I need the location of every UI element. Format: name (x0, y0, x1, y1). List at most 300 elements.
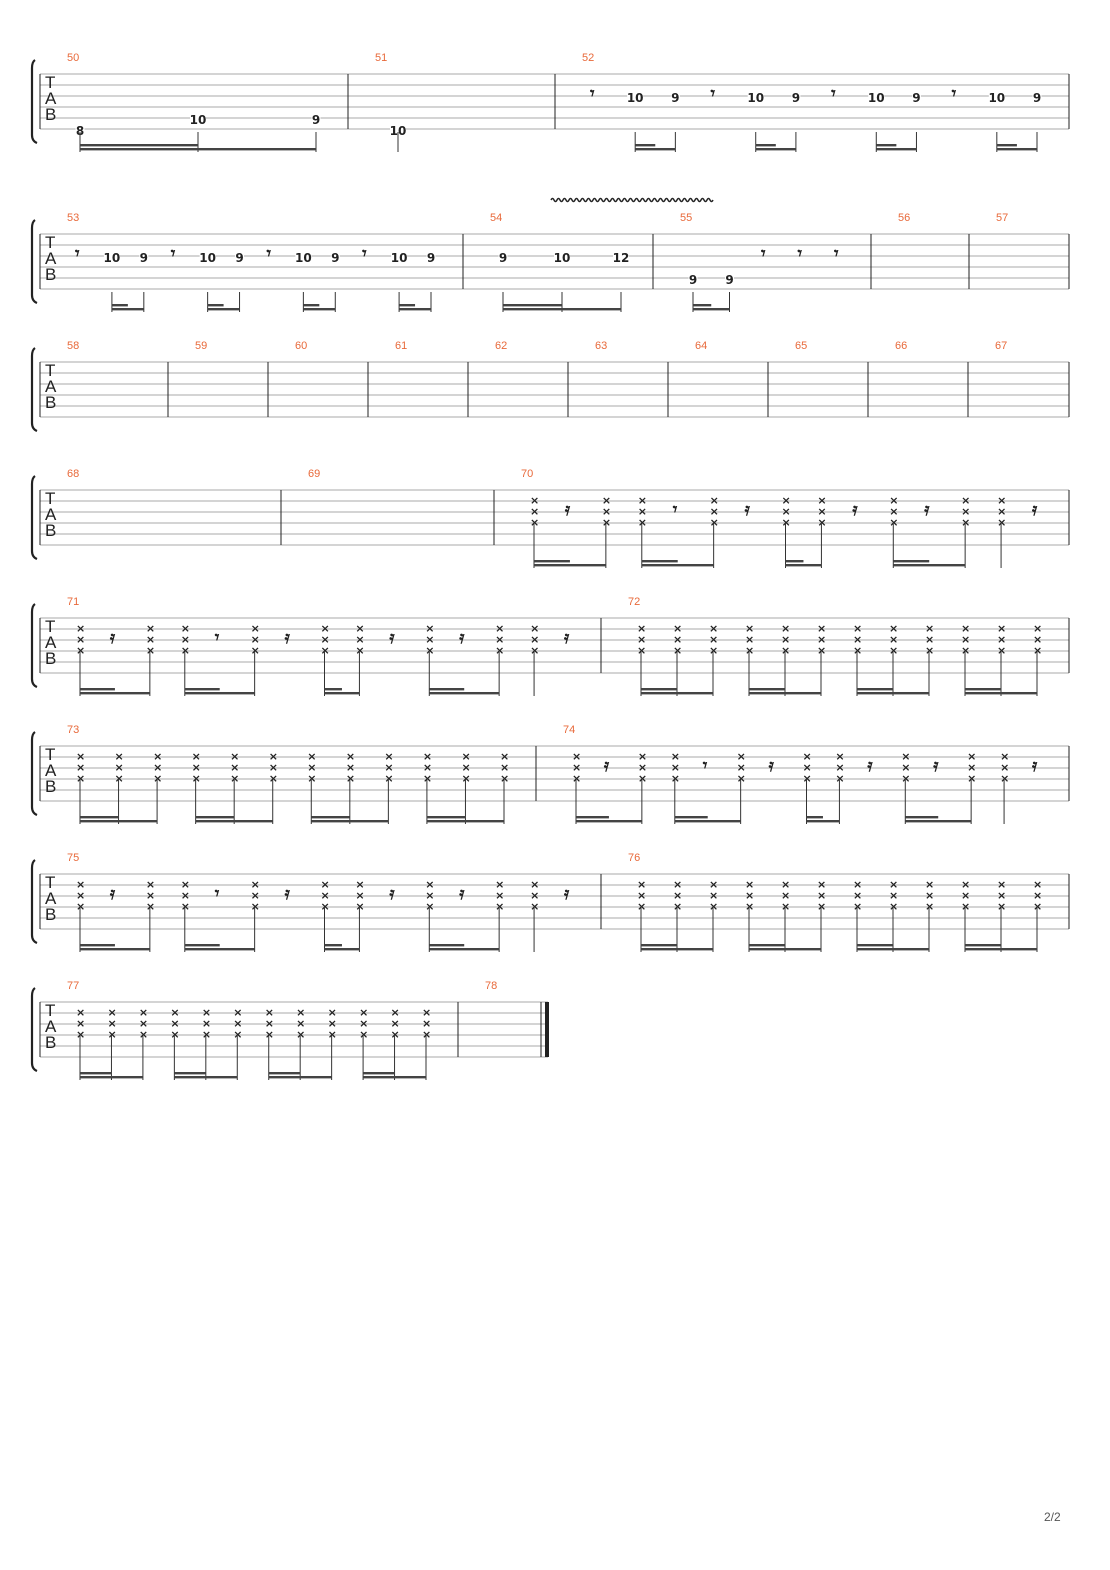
dead-note: × (250, 889, 260, 902)
dead-note: × (296, 1006, 306, 1019)
beam (756, 144, 776, 146)
measure-number: 53 (67, 212, 80, 224)
tab-clef-letter: T (45, 745, 56, 764)
rest-eighth: 𝄾 (672, 500, 678, 520)
rest-eighth: 𝄾 (266, 244, 271, 264)
dead-note: × (673, 900, 683, 913)
beam (965, 948, 1037, 950)
beam (208, 304, 224, 306)
beam (174, 1076, 237, 1078)
dead-note: × (530, 505, 540, 518)
dead-note: × (817, 889, 827, 902)
dead-note: × (889, 494, 899, 507)
dead-note: × (250, 900, 260, 913)
dead-note: × (781, 505, 791, 518)
measure-number: 51 (375, 52, 388, 64)
measure-number: 60 (295, 340, 308, 352)
dead-note: × (670, 772, 681, 785)
dead-note: × (422, 1017, 432, 1030)
beam (965, 692, 1037, 694)
dead-note: × (817, 633, 827, 646)
measure-number: 58 (67, 340, 80, 352)
measure-number: 64 (695, 340, 708, 352)
dead-note: × (268, 761, 278, 774)
tab-clef-letter: B (45, 393, 57, 412)
fret-number: 10 (747, 91, 765, 105)
dead-note: × (961, 644, 971, 657)
beam (997, 148, 1037, 150)
beam (786, 564, 822, 566)
rest-sixteenth: 𝄿 (109, 884, 116, 904)
dead-note: × (967, 750, 977, 763)
tab-clef-letter: B (45, 265, 57, 284)
dead-note: × (781, 878, 791, 891)
dead-note: × (390, 1028, 400, 1041)
dead-note: × (107, 1017, 117, 1030)
tab-clef-letter: A (45, 377, 57, 396)
dead-note: × (709, 516, 719, 529)
dead-note: × (359, 1006, 369, 1019)
beam (429, 948, 499, 950)
tab-clef-letter: B (45, 649, 57, 668)
dead-note: × (637, 516, 648, 529)
dead-note: × (961, 633, 971, 646)
dead-note: × (250, 878, 260, 891)
dead-note: × (76, 878, 86, 891)
dead-note: × (637, 622, 647, 635)
beam (749, 692, 821, 694)
rest-eighth: 𝄾 (214, 628, 220, 648)
tab-clef-letter: B (45, 521, 57, 540)
measure-number: 75 (67, 852, 80, 864)
fret-number: 10 (553, 251, 571, 265)
dead-note: × (107, 1028, 117, 1041)
beam (208, 308, 240, 310)
dead-note: × (530, 900, 540, 913)
beam (311, 820, 388, 822)
dead-note: × (817, 878, 827, 891)
beam (675, 816, 708, 818)
rest-eighth: 𝄾 (834, 244, 839, 264)
beam (641, 948, 713, 950)
fret-number: 10 (867, 91, 885, 105)
dead-note: × (853, 644, 863, 657)
dead-note: × (802, 750, 812, 763)
dead-note: × (320, 644, 330, 657)
beam (807, 820, 840, 822)
rest-eighth: 𝄾 (214, 884, 220, 904)
dead-note: × (145, 644, 156, 657)
dead-note: × (781, 622, 791, 635)
dead-note: × (601, 516, 612, 529)
dead-note: × (901, 761, 911, 774)
beam (749, 688, 785, 690)
fret-number: 9 (671, 91, 680, 105)
dead-note: × (138, 1017, 149, 1030)
rest-eighth: 𝄾 (75, 244, 80, 264)
dead-note: × (835, 750, 845, 763)
system-bracket (32, 860, 37, 943)
beam (80, 692, 150, 694)
beam (429, 944, 464, 946)
tab-clef-letter: T (45, 361, 56, 380)
beam (399, 308, 431, 310)
dead-note: × (345, 750, 356, 763)
beam (80, 1072, 111, 1074)
beam (325, 944, 342, 946)
dead-note: × (495, 644, 505, 657)
tab-clef-letter: A (45, 889, 57, 908)
beam (893, 564, 965, 566)
dead-note: × (114, 761, 124, 774)
dead-note: × (637, 900, 647, 913)
beam (641, 688, 677, 690)
beam (363, 1072, 394, 1074)
dead-note: × (1000, 761, 1010, 774)
dead-note: × (736, 761, 746, 774)
dead-note: × (170, 1017, 180, 1030)
rest-sixteenth: 𝄿 (603, 756, 610, 776)
dead-note: × (997, 516, 1007, 529)
measure-number: 74 (563, 724, 576, 736)
dead-note: × (320, 889, 330, 902)
dead-note: × (637, 761, 648, 774)
dead-note: × (180, 633, 191, 646)
dead-note: × (745, 900, 755, 913)
beam (905, 816, 938, 818)
dead-note: × (268, 750, 278, 763)
fret-number: 10 (189, 113, 207, 127)
dead-note: × (835, 761, 845, 774)
dead-note: × (230, 750, 240, 763)
dead-note: × (889, 889, 899, 902)
dead-note: × (853, 633, 863, 646)
dead-note: × (76, 900, 86, 913)
dead-note: × (461, 761, 471, 774)
dead-note: × (114, 772, 124, 785)
dead-note: × (191, 750, 201, 763)
beam (196, 816, 235, 818)
measure-number: 63 (595, 340, 608, 352)
dead-note: × (76, 772, 86, 785)
dead-note: × (889, 633, 899, 646)
dead-note: × (76, 622, 86, 635)
dead-note: × (138, 1028, 149, 1041)
dead-note: × (153, 772, 163, 785)
dead-note: × (736, 772, 746, 785)
dead-note: × (961, 900, 971, 913)
beam (635, 144, 655, 146)
dead-note: × (359, 1028, 369, 1041)
dead-note: × (327, 1006, 337, 1019)
dead-note: × (961, 494, 971, 507)
dead-note: × (264, 1028, 274, 1041)
dead-note: × (961, 889, 971, 902)
dead-note: × (233, 1028, 243, 1041)
fret-number: 9 (426, 251, 436, 265)
beam (893, 560, 929, 562)
rest-sixteenth: 𝄿 (852, 500, 858, 520)
dead-note: × (637, 878, 647, 891)
dead-note: × (76, 633, 86, 646)
dead-note: × (817, 494, 827, 507)
dead-note: × (802, 761, 812, 774)
beam (641, 944, 677, 946)
fret-number: 9 (688, 273, 698, 287)
dead-note: × (500, 761, 510, 774)
dead-note: × (889, 878, 899, 891)
dead-note: × (670, 761, 681, 774)
tab-clef-letter: T (45, 617, 56, 636)
dead-note: × (889, 622, 899, 635)
dead-note: × (425, 644, 435, 657)
dead-note: × (709, 633, 719, 646)
dead-note: × (925, 633, 935, 646)
dead-note: × (889, 644, 899, 657)
beam (876, 144, 896, 146)
dead-note: × (201, 1017, 212, 1030)
dead-note: × (425, 878, 435, 891)
dead-note: × (191, 761, 201, 774)
vibrato-mark (551, 199, 713, 202)
beam (965, 688, 1001, 690)
dead-note: × (901, 772, 911, 785)
beam (185, 692, 255, 694)
dead-note: × (145, 900, 156, 913)
dead-note: × (320, 878, 330, 891)
beam (80, 948, 150, 950)
beam (576, 820, 642, 822)
dead-note: × (637, 772, 648, 785)
measure-number: 56 (898, 212, 911, 224)
fret-number: 10 (626, 91, 644, 105)
dead-note: × (817, 516, 827, 529)
beam (303, 304, 319, 306)
rest-eighth: 𝄾 (710, 84, 716, 104)
rest-sixteenth: 𝄿 (109, 628, 116, 648)
measure-number: 57 (996, 212, 1009, 224)
measure-number: 66 (895, 340, 908, 352)
dead-note: × (745, 633, 755, 646)
tab-clef-letter: T (45, 873, 56, 892)
measure-number: 76 (628, 852, 641, 864)
dead-note: × (390, 1017, 400, 1030)
rest-sixteenth: 𝄿 (564, 628, 570, 648)
beam (311, 816, 350, 818)
dead-note: × (145, 878, 156, 891)
dead-note: × (817, 644, 827, 657)
dead-note: × (355, 622, 365, 635)
dead-note: × (925, 644, 935, 657)
fret-number: 10 (988, 91, 1006, 105)
dead-note: × (637, 494, 648, 507)
tab-clef-letter: A (45, 1017, 57, 1036)
beam (807, 816, 823, 818)
measure-number: 55 (680, 212, 693, 224)
rest-sixteenth: 𝄿 (284, 628, 290, 648)
dead-note: × (107, 1006, 117, 1019)
dead-note: × (307, 761, 317, 774)
beam (112, 304, 128, 306)
fret-number: 10 (103, 251, 121, 265)
beam (756, 148, 796, 150)
measure-number: 73 (67, 724, 80, 736)
beam (997, 144, 1017, 146)
fret-number: 9 (725, 273, 734, 287)
dead-note: × (781, 889, 791, 902)
beam (269, 1072, 300, 1074)
dead-note: × (572, 761, 582, 774)
beam (427, 820, 504, 822)
dead-note: × (201, 1028, 212, 1041)
beam (905, 820, 971, 822)
dead-note: × (264, 1006, 274, 1019)
measure-number: 68 (67, 468, 80, 480)
dead-note: × (925, 878, 935, 891)
dead-note: × (997, 633, 1007, 646)
beam (642, 564, 714, 566)
dead-note: × (153, 750, 163, 763)
beam (269, 1076, 332, 1078)
dead-note: × (530, 633, 540, 646)
beam (786, 560, 804, 562)
rest-sixteenth: 𝄿 (744, 500, 750, 520)
dead-note: × (967, 772, 977, 785)
dead-note: × (530, 622, 540, 635)
dead-note: × (461, 772, 471, 785)
dead-note: × (709, 644, 719, 657)
beam (80, 688, 115, 690)
beam (196, 820, 273, 822)
dead-note: × (422, 1028, 432, 1041)
system-bracket (32, 476, 37, 559)
rest-sixteenth: 𝄿 (564, 500, 571, 520)
rest-eighth: 𝄾 (797, 244, 803, 264)
beam (429, 692, 499, 694)
tab-clef-letter: A (45, 761, 57, 780)
dead-note: × (997, 889, 1007, 902)
dead-note: × (264, 1017, 274, 1030)
dead-note: × (268, 772, 278, 785)
system-bracket (32, 60, 37, 143)
measure-number: 72 (628, 596, 641, 608)
dead-note: × (233, 1017, 243, 1030)
dead-note: × (327, 1017, 337, 1030)
rest-sixteenth: 𝄿 (924, 500, 930, 520)
beam (693, 304, 711, 306)
dead-note: × (191, 772, 201, 785)
dead-note: × (853, 622, 863, 635)
beam (112, 308, 144, 310)
beam (641, 692, 713, 694)
dead-note: × (572, 750, 582, 763)
dead-note: × (853, 900, 863, 913)
dead-note: × (170, 1028, 180, 1041)
dead-note: × (1033, 889, 1043, 902)
beam (534, 560, 570, 562)
dead-note: × (425, 622, 435, 635)
measure-number: 77 (67, 980, 80, 992)
dead-note: × (180, 644, 191, 657)
dead-note: × (997, 878, 1007, 891)
tab-clef-letter: A (45, 633, 57, 652)
dead-note: × (853, 889, 863, 902)
dead-note: × (296, 1028, 306, 1041)
dead-note: × (145, 889, 156, 902)
dead-note: × (327, 1028, 337, 1041)
rest-eighth: 𝄾 (831, 84, 836, 104)
dead-note: × (422, 750, 433, 763)
dead-note: × (781, 900, 791, 913)
measure-number: 50 (67, 52, 80, 64)
dead-note: × (390, 1006, 400, 1019)
dead-note: × (530, 644, 540, 657)
beam (857, 948, 929, 950)
dead-note: × (781, 644, 791, 657)
beam (749, 944, 785, 946)
dead-note: × (835, 772, 845, 785)
dead-note: × (1033, 622, 1043, 635)
rest-sixteenth: 𝄿 (768, 756, 774, 776)
dead-note: × (233, 1006, 243, 1019)
beam (429, 688, 464, 690)
dead-note: × (180, 889, 191, 902)
dead-note: × (76, 1017, 86, 1030)
dead-note: × (997, 494, 1007, 507)
tab-clef-letter: T (45, 233, 56, 252)
rest-eighth: 𝄾 (590, 84, 595, 104)
measure-number: 52 (582, 52, 595, 64)
dead-note: × (250, 622, 260, 635)
dead-note: × (250, 633, 260, 646)
fret-number: 10 (199, 251, 216, 265)
fret-number: 12 (612, 251, 630, 265)
dead-note: × (425, 633, 435, 646)
rest-sixteenth: 𝄿 (933, 756, 939, 776)
beam (642, 560, 678, 562)
beam (399, 304, 415, 306)
tab-clef-letter: B (45, 105, 57, 124)
rest-sixteenth: 𝄿 (389, 884, 395, 904)
dead-note: × (817, 622, 827, 635)
dead-note: × (1033, 644, 1043, 657)
dead-note: × (997, 900, 1007, 913)
dead-note: × (425, 900, 435, 913)
dead-note: × (230, 772, 240, 785)
tab-clef-letter: T (45, 73, 56, 92)
dead-note: × (709, 494, 719, 507)
dead-note: × (802, 772, 812, 785)
dead-note: × (997, 622, 1007, 635)
dead-note: × (745, 644, 755, 657)
dead-note: × (572, 772, 582, 785)
tab-clef-letter: A (45, 89, 57, 108)
beam (503, 308, 621, 310)
beam (749, 948, 821, 950)
beam (325, 692, 360, 694)
beam (80, 820, 157, 822)
dead-note: × (355, 900, 365, 913)
dead-note: × (307, 772, 317, 785)
dead-note: × (530, 878, 540, 891)
beam (534, 564, 606, 566)
beam (80, 148, 316, 150)
dead-note: × (961, 516, 971, 529)
dead-note: × (170, 1006, 180, 1019)
system-bracket (32, 732, 37, 815)
dead-note: × (745, 622, 755, 635)
beam (325, 948, 360, 950)
